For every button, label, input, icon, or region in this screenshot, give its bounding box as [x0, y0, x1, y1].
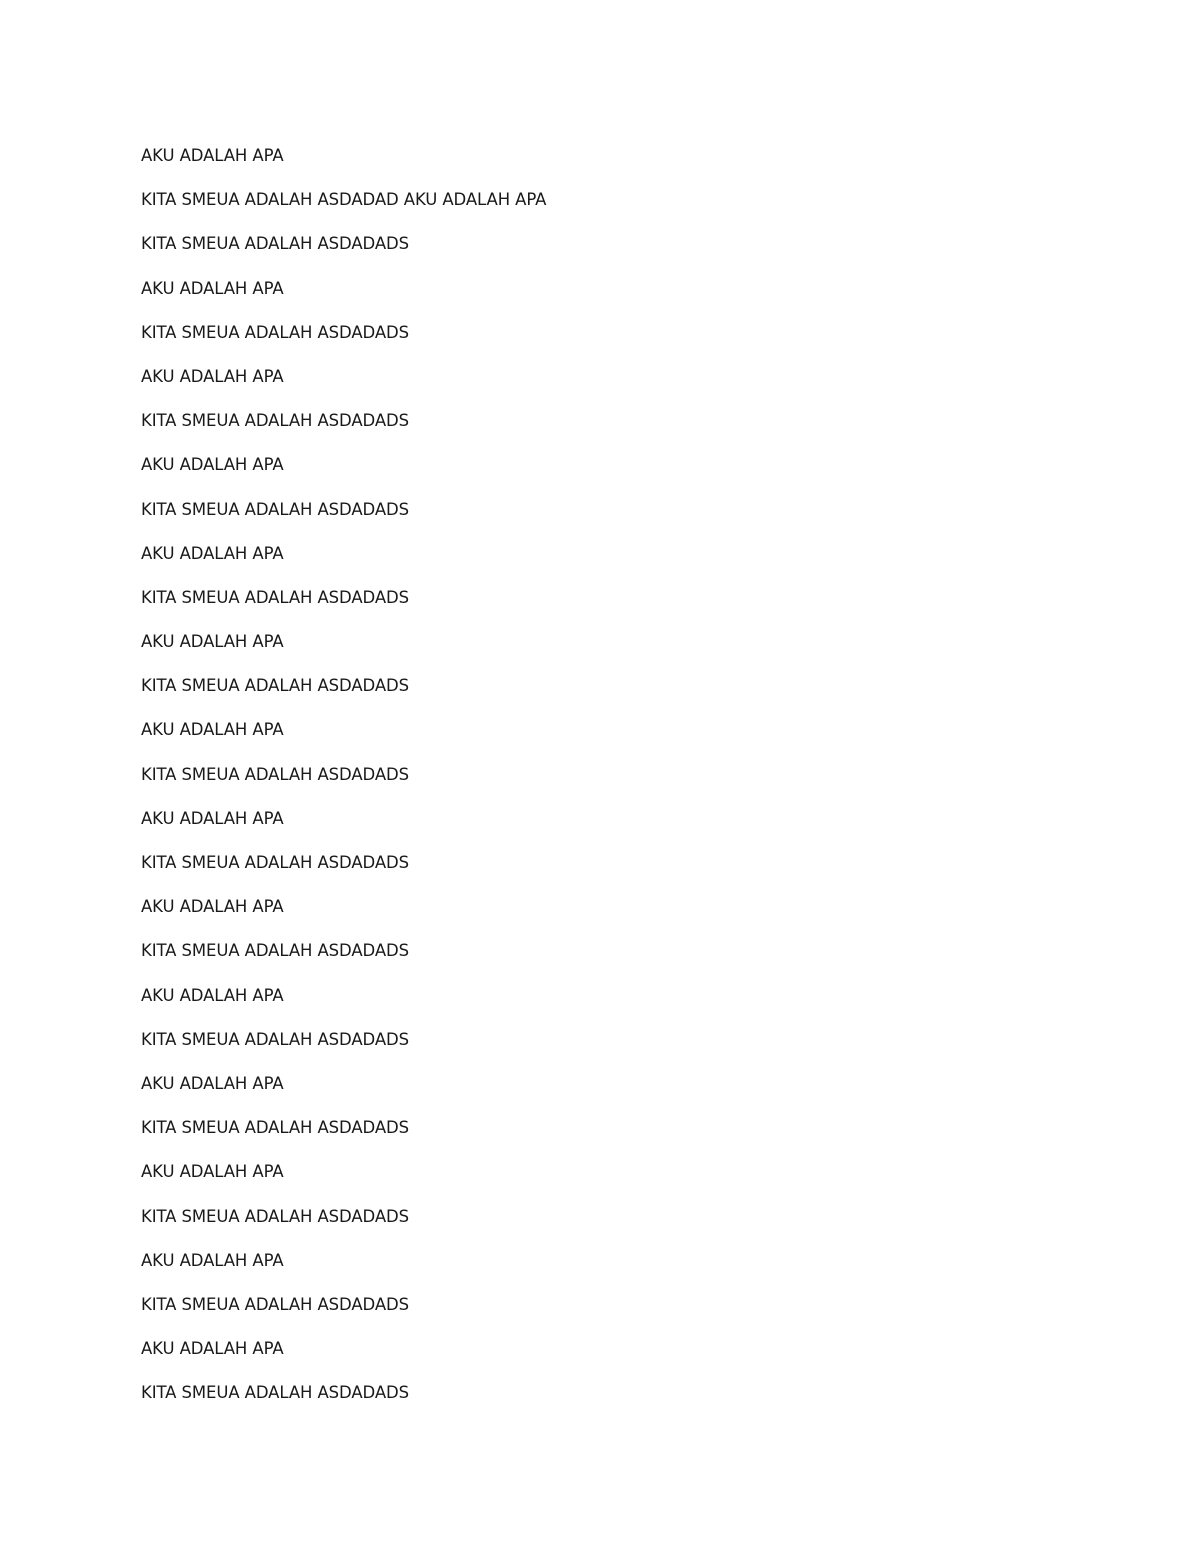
document-line: AKU ADALAH APA	[141, 720, 284, 740]
document-line: AKU ADALAH APA	[141, 1073, 284, 1093]
document-line: KITA SMEUA ADALAH ASDADADS	[141, 1118, 410, 1138]
document-line: KITA SMEUA ADALAH ASDADADS	[141, 322, 410, 342]
document-line: AKU ADALAH APA	[141, 985, 284, 1005]
document-line: AKU ADALAH APA	[141, 543, 284, 563]
document-line: KITA SMEUA ADALAH ASDADADS	[141, 499, 410, 519]
document-line: KITA SMEUA ADALAH ASDADADS	[141, 764, 410, 784]
document-line: AKU ADALAH APA	[141, 455, 284, 475]
document-line: AKU ADALAH APA	[141, 146, 284, 165]
document-line: KITA SMEUA ADALAH ASDADADS	[141, 411, 410, 431]
document-line: KITA SMEUA ADALAH ASDADADS	[141, 234, 410, 254]
document-line: KITA SMEUA ADALAH ASDADADS	[141, 676, 410, 696]
document-line: AKU ADALAH APA	[141, 897, 284, 917]
document-line: KITA SMEUA ADALAH ASDADADS	[141, 1029, 410, 1049]
document-line: AKU ADALAH APA	[141, 366, 284, 386]
document-line: KITA SMEUA ADALAH ASDADADS	[141, 1206, 410, 1226]
document-body	[141, 144, 1041, 1425]
document-line: AKU ADALAH APA	[141, 808, 284, 828]
document-line: AKU ADALAH APA	[141, 632, 284, 652]
document-line: AKU ADALAH APA	[141, 1162, 284, 1182]
document-line: KITA SMEUA ADALAH ASDADADS	[141, 941, 410, 961]
document-line: KITA SMEUA ADALAH ASDADADS	[141, 1294, 410, 1314]
document-line: KITA SMEUA ADALAH ASDADAD AKU ADALAH APA	[141, 190, 547, 210]
document-line: AKU ADALAH APA	[141, 278, 284, 298]
document-line: KITA SMEUA ADALAH ASDADADS	[141, 587, 410, 607]
document-line: KITA SMEUA ADALAH ASDADADS	[141, 1383, 410, 1403]
document-line: AKU ADALAH APA	[141, 1250, 284, 1270]
document-line: AKU ADALAH APA	[141, 1339, 284, 1359]
document-line: KITA SMEUA ADALAH ASDADADS	[141, 853, 410, 872]
